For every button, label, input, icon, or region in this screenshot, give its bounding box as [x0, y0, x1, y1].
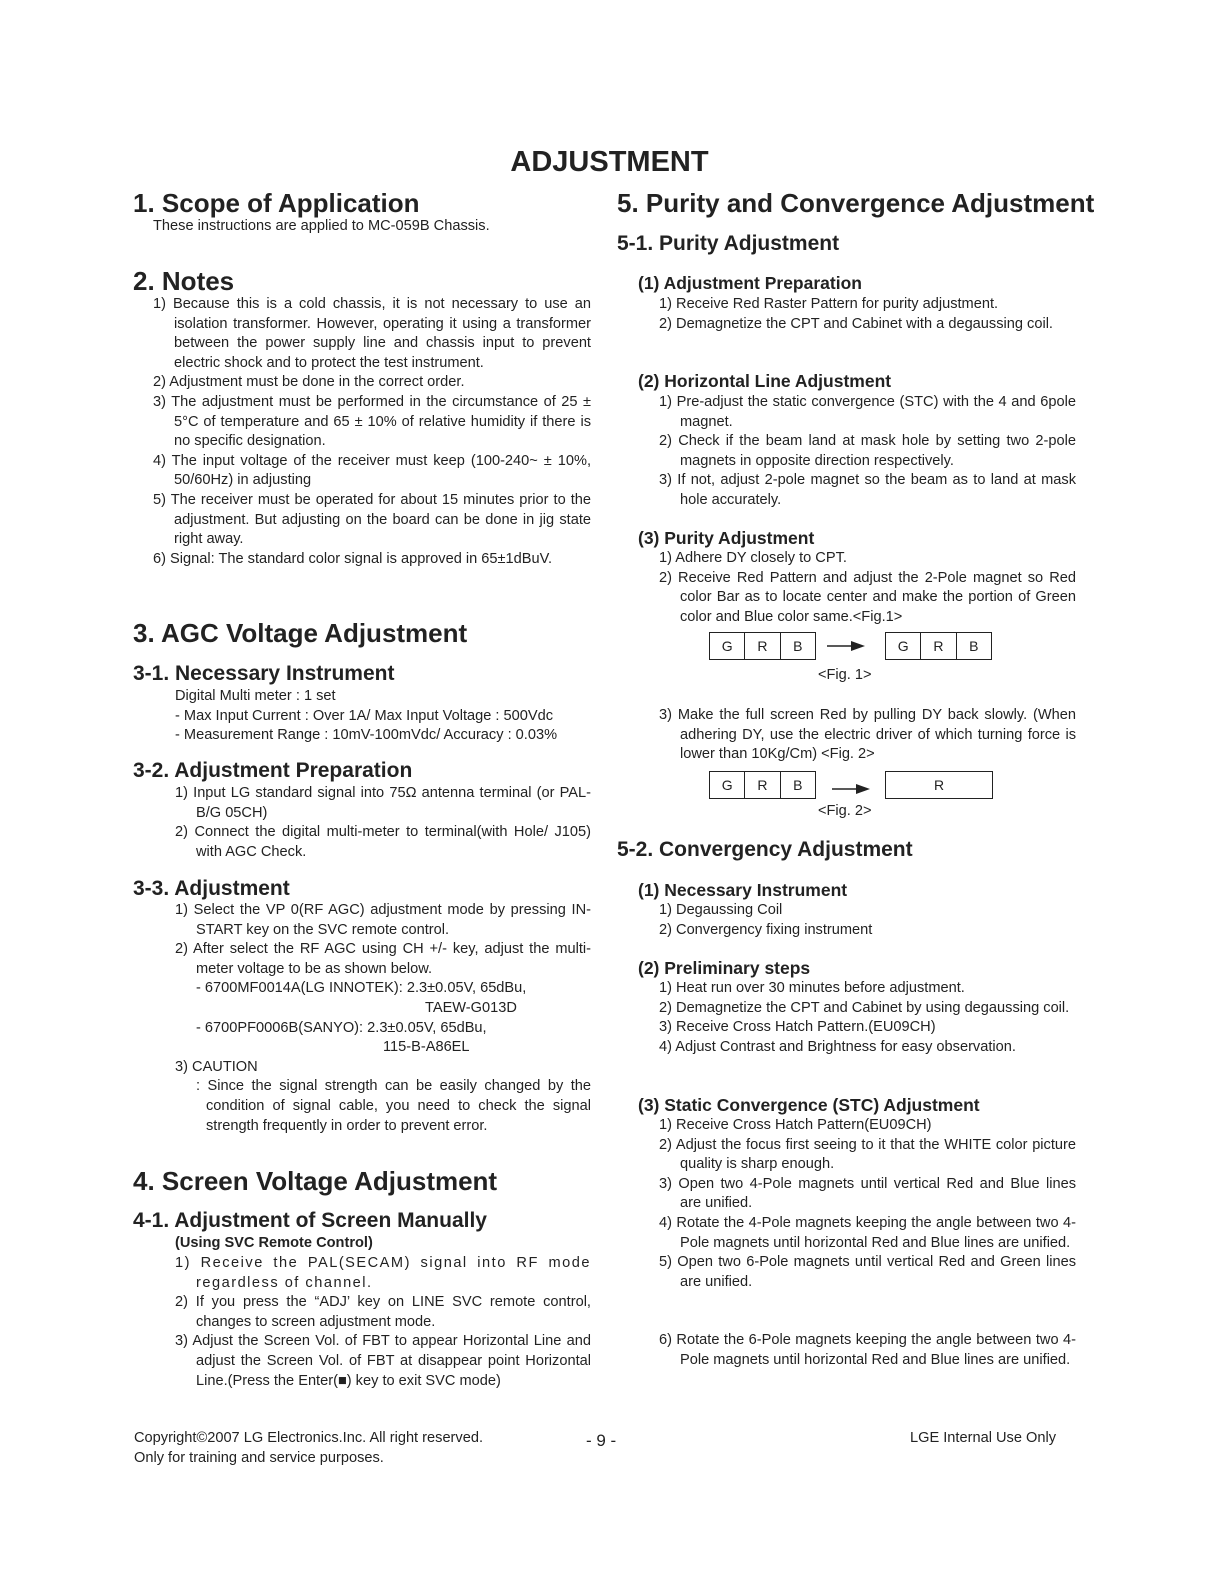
internal-use-text: LGE Internal Use Only: [910, 1430, 1057, 1446]
list-item: 2) Adjust the focus first seeing to it that the WHITE color picture quality is sharp enough.: [659, 1136, 1076, 1173]
stc-heading: (3) Static Convergence (STC) Adjustment: [638, 1095, 980, 1115]
copyright-text: Copyright©2007 LG Electronics.Inc. All right reserved.: [134, 1430, 484, 1446]
list-item: 2) Connect the digital multi-meter to terminal(with Hole/ J105) with AGC Check.: [175, 824, 591, 860]
subsection-3-1-heading: 3-1. Necessary Instrument: [133, 662, 395, 685]
list-item: 6) Signal: The standard color signal is approved in 65±1dBuV.: [153, 550, 553, 567]
fig2-caption: <Fig. 2>: [818, 803, 872, 819]
fig-cell: R: [933, 777, 945, 793]
list-item: 1) Adhere DY closely to CPT.: [659, 550, 847, 566]
list-item: 1) Receive the PAL(SECAM) signal into RF mode regardless of channel.: [175, 1255, 591, 1291]
spec-line: - 6700PF0006B(SANYO): 2.3±0.05V, 65dBu,: [196, 1019, 487, 1036]
fig-cell: G: [886, 633, 921, 659]
section-scope-heading: 1. Scope of Application: [133, 188, 420, 218]
list-item: 3) Open two 4-Pole magnets until vertical Red and Blue lines are unified.: [659, 1175, 1076, 1212]
conv-instrument-heading: (1) Necessary Instrument: [638, 880, 848, 900]
horizontal-line-heading: (2) Horizontal Line Adjustment: [638, 371, 892, 391]
section-notes-heading: 2. Notes: [133, 266, 235, 296]
list-item: 2) Demagnetize the CPT and Cabinet by using degaussing coil.: [659, 999, 1070, 1016]
list-item: 3) CAUTION: [175, 1058, 258, 1075]
list-item: - Max Input Current : Over 1A/ Max Input Voltage : 500Vdc: [175, 707, 554, 724]
list-item: 1) Select the VP 0(RF AGC) adjustment mode by pressing IN-START key on the SVC remote control.: [175, 902, 591, 938]
purity-prep-heading: (1) Adjustment Preparation: [638, 273, 862, 293]
list-item: 3) Adjust the Screen Vol. of FBT to appear Horizontal Line and adjust the Screen Vol. of FBT at disappear point Horizontal Line.(Press the Enter(■) key to exit SVC mode): [175, 1333, 591, 1389]
fig-cell: R: [921, 633, 956, 659]
fig-cell: G: [710, 772, 745, 798]
list-item: 4) Adjust Contrast and Brightness for easy observation.: [659, 1038, 1016, 1055]
list-item: 1) Heat run over 30 minutes before adjustment.: [659, 980, 965, 996]
list-item: 2) Check if the beam land at mask hole by setting two 2-pole magnets in opposite direction respectively.: [659, 433, 1076, 469]
subsection-5-2-heading: 5-2. Convergency Adjustment: [617, 838, 913, 861]
list-item: 1) Receive Red Raster Pattern for purity adjustment.: [659, 296, 999, 312]
purity-adjust-heading: (3) Purity Adjustment: [638, 528, 815, 548]
subsection-5-1-heading: 5-1. Purity Adjustment: [617, 232, 840, 255]
list-item: 1) Pre-adjust the static convergence (STC) with the 4 and 6pole magnet.: [659, 394, 1076, 430]
list-item: 6) Rotate the 6-Pole magnets keeping the angle between two 4-Pole magnets until horizontal Red and Blue lines are unified.: [659, 1332, 1076, 1368]
adjustment-list: [175, 901, 591, 1136]
page-title: ADJUSTMENT: [510, 146, 709, 178]
fig2-left-box: [709, 771, 816, 799]
preparation-list: [175, 784, 591, 862]
subsection-3-3-heading: 3-3. Adjustment: [133, 877, 290, 900]
section-purity-convergence-heading: 5. Purity and Convergence Adjustment: [617, 188, 1095, 218]
scope-text: These instructions are applied to MC-059B Chassis.: [153, 218, 490, 234]
list-item: 2) Demagnetize the CPT and Cabinet with a degaussing coil.: [659, 315, 1053, 332]
caution-text: : Since the signal strength can be easily changed by the condition of signal cable, you need to check the signal strength frequently in order to prevent error.: [196, 1078, 591, 1134]
stc-item6: [659, 1331, 1076, 1370]
subsection-4-1-heading: 4-1. Adjustment of Screen Manually: [133, 1209, 487, 1232]
purity-adjust-item3: [659, 706, 1076, 765]
purity-prep-list: [659, 295, 1076, 334]
fig-cell: R: [745, 772, 780, 798]
list-item: 4) Rotate the 4-Pole magnets keeping the angle between two 4-Pole magnets until horizontal Red and Blue lines are unified.: [659, 1214, 1076, 1251]
list-item: 2) After select the RF AGC using CH +/- key, adjust the multi-meter voltage to be as shown below.: [175, 941, 591, 977]
fig1-right-box: [885, 632, 992, 660]
list-item: 5) The receiver must be operated for about 15 minutes prior to the adjustment. But adjusting on the board can be done in jig state right away.: [153, 491, 591, 548]
fig-cell: R: [745, 633, 780, 659]
purity-adjust-list: [659, 549, 1076, 627]
notes-list: [153, 295, 591, 569]
section-screen-voltage-heading: 4. Screen Voltage Adjustment: [133, 1166, 498, 1196]
fig1-arrow-icon: [827, 638, 867, 654]
list-item: 4) The input voltage of the receiver must keep (100-240~ ± 10%, 50/60Hz) in adjusting: [153, 452, 591, 489]
list-item: 1) Input LG standard signal into 75Ω antenna terminal (or PAL-B/G 05CH): [175, 785, 591, 821]
preliminary-list: [659, 979, 1076, 1057]
spec-line: - 6700MF0014A(LG INNOTEK): 2.3±0.05V, 65dBu,: [196, 980, 527, 997]
horizontal-line-list: [659, 393, 1076, 511]
instrument-list: [175, 687, 593, 746]
list-item: 5) Open two 6-Pole magnets until vertical Red and Green lines are unified.: [659, 1254, 1076, 1290]
spec-line: TAEW-G013D: [425, 999, 517, 1016]
list-item: 1) Degaussing Coil: [659, 902, 783, 918]
fig2-arrow-icon: [832, 781, 872, 797]
stc-list: [659, 1116, 1076, 1292]
preliminary-heading: (2) Preliminary steps: [638, 958, 811, 978]
screen-adjust-list: [175, 1254, 591, 1391]
list-item: 3) The adjustment must be performed in the circumstance of 25 ± 5°C of temperature and 65 ± 10% of relative humidity if there is no specific designation.: [153, 393, 591, 450]
list-item: 1) Because this is a cold chassis, it is not necessary to use an isolation transformer. However, operating it using a transformer between the power supply line and chassis input to prevent electric shock and to protect the test instrument.: [153, 296, 591, 371]
subsection-3-2-heading: 3-2. Adjustment Preparation: [133, 759, 413, 782]
subsection-4-1-subtitle: (Using SVC Remote Control): [175, 1235, 373, 1251]
list-item: 2) Adjustment must be done in the correct order.: [153, 374, 465, 391]
fig1-caption: <Fig. 1>: [818, 667, 872, 683]
list-item: 2) Convergency fixing instrument: [659, 921, 873, 938]
list-item: - Measurement Range : 10mV-100mVdc/ Accuracy : 0.03%: [175, 727, 558, 744]
fig-cell: B: [969, 638, 979, 654]
list-item: 1) Receive Cross Hatch Pattern(EU09CH): [659, 1117, 932, 1133]
fig2-right-box: [885, 771, 993, 799]
spec-line: 115-B-A86EL: [383, 1039, 470, 1056]
list-item: 3) If not, adjust 2-pole magnet so the beam as to land at mask hole accurately.: [659, 472, 1076, 508]
fig-cell: B: [793, 777, 803, 793]
section-agc-heading: 3. AGC Voltage Adjustment: [133, 618, 468, 648]
list-item: Digital Multi meter : 1 set: [175, 688, 336, 704]
footer-left: [134, 1429, 483, 1468]
purpose-text: Only for training and service purposes.: [134, 1449, 384, 1466]
list-item: 3) Make the full screen Red by pulling DY back slowly. (When adhering DY, use the electric driver of which turning force is lower than 10Kg/Cm) <Fig. 2>: [659, 707, 1076, 763]
list-item: 3) Receive Cross Hatch Pattern.(EU09CH): [659, 1019, 936, 1036]
conv-instrument-list: [659, 901, 1076, 940]
fig-cell: G: [710, 633, 745, 659]
page-number: - 9 -: [586, 1431, 617, 1450]
fig1-left-box: [709, 632, 816, 660]
fig-cell: B: [793, 638, 803, 654]
list-item: 2) Receive Red Pattern and adjust the 2-Pole magnet so Red color Bar as to locate center and make the portion of Green color and Blue color same.<Fig.1>: [659, 569, 1076, 625]
list-item: 2) If you press the “ADJ’ key on LINE SVC remote control, changes to screen adjustment mode.: [175, 1294, 591, 1330]
